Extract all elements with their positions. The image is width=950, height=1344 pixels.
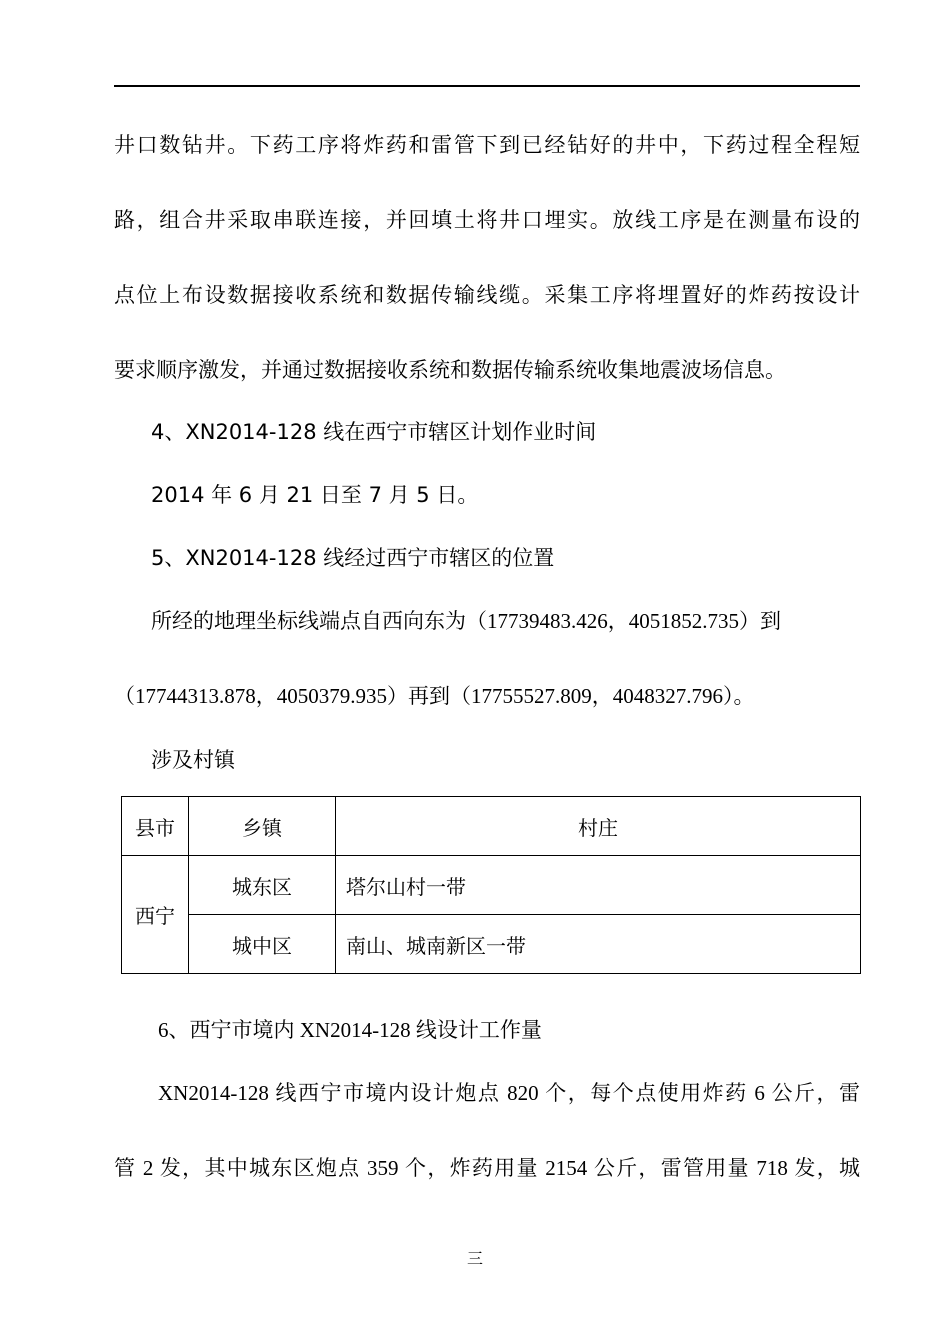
paragraph-line-3: 点位上布设数据接收系统和数据传输线缆。采集工序将埋置好的炸药按设计 [114,283,860,307]
section6-heading: 6、西宁市境内 XN2014-128 线设计工作量 [158,1018,542,1042]
village-cell: 塔尔山村一带 [336,856,861,915]
paragraph-line-4: 要求顺序激发，并通过数据接收系统和数据传输系统收集地震波场信息。 [114,358,786,382]
workload-line-1: XN2014-128 线西宁市境内设计炮点 820 个，每个点使用炸药 6 公斤，雷 [158,1081,860,1105]
section5-heading: 5、XN2014-128 线经过西宁市辖区的位置 [151,546,555,570]
coordinates-line-1: 所经的地理坐标线端点自西向东为（17739483.426，4051852.735）到 [151,609,781,633]
section4-date: 2014 年 6 月 21 日至 7 月 5 日。 [151,483,479,507]
header-rule [114,85,860,87]
county-cell: 西宁 [122,856,189,974]
header-town: 乡镇 [189,797,336,856]
coordinates-line-2: （17744313.878，4050379.935）再到（17755527.809，4048327.796）。 [114,684,755,708]
section4-heading: 4、XN2014-128 线在西宁市辖区计划作业时间 [151,420,597,444]
paragraph-line-2: 路，组合井采取串联连接，并回填土将井口埋实。放线工序是在测量布设的 [114,208,860,232]
village-cell: 南山、城南新区一带 [336,915,861,974]
header-county: 县市 [122,797,189,856]
table-row [122,856,861,915]
table-row [122,915,861,974]
paragraph-line-1: 井口数钻井。下药工序将炸药和雷管下到已经钻好的井中，下药过程全程短 [114,133,860,157]
table-header-row [122,797,861,856]
header-village: 村庄 [336,797,861,856]
town-cell: 城中区 [189,915,336,974]
villages-label: 涉及村镇 [151,748,235,772]
villages-table [121,796,861,974]
town-cell: 城东区 [189,856,336,915]
page-number: 三 [466,1249,483,1268]
workload-line-2: 管 2 发，其中城东区炮点 359 个，炸药用量 2154 公斤，雷管用量 718 发，城 [114,1156,860,1180]
